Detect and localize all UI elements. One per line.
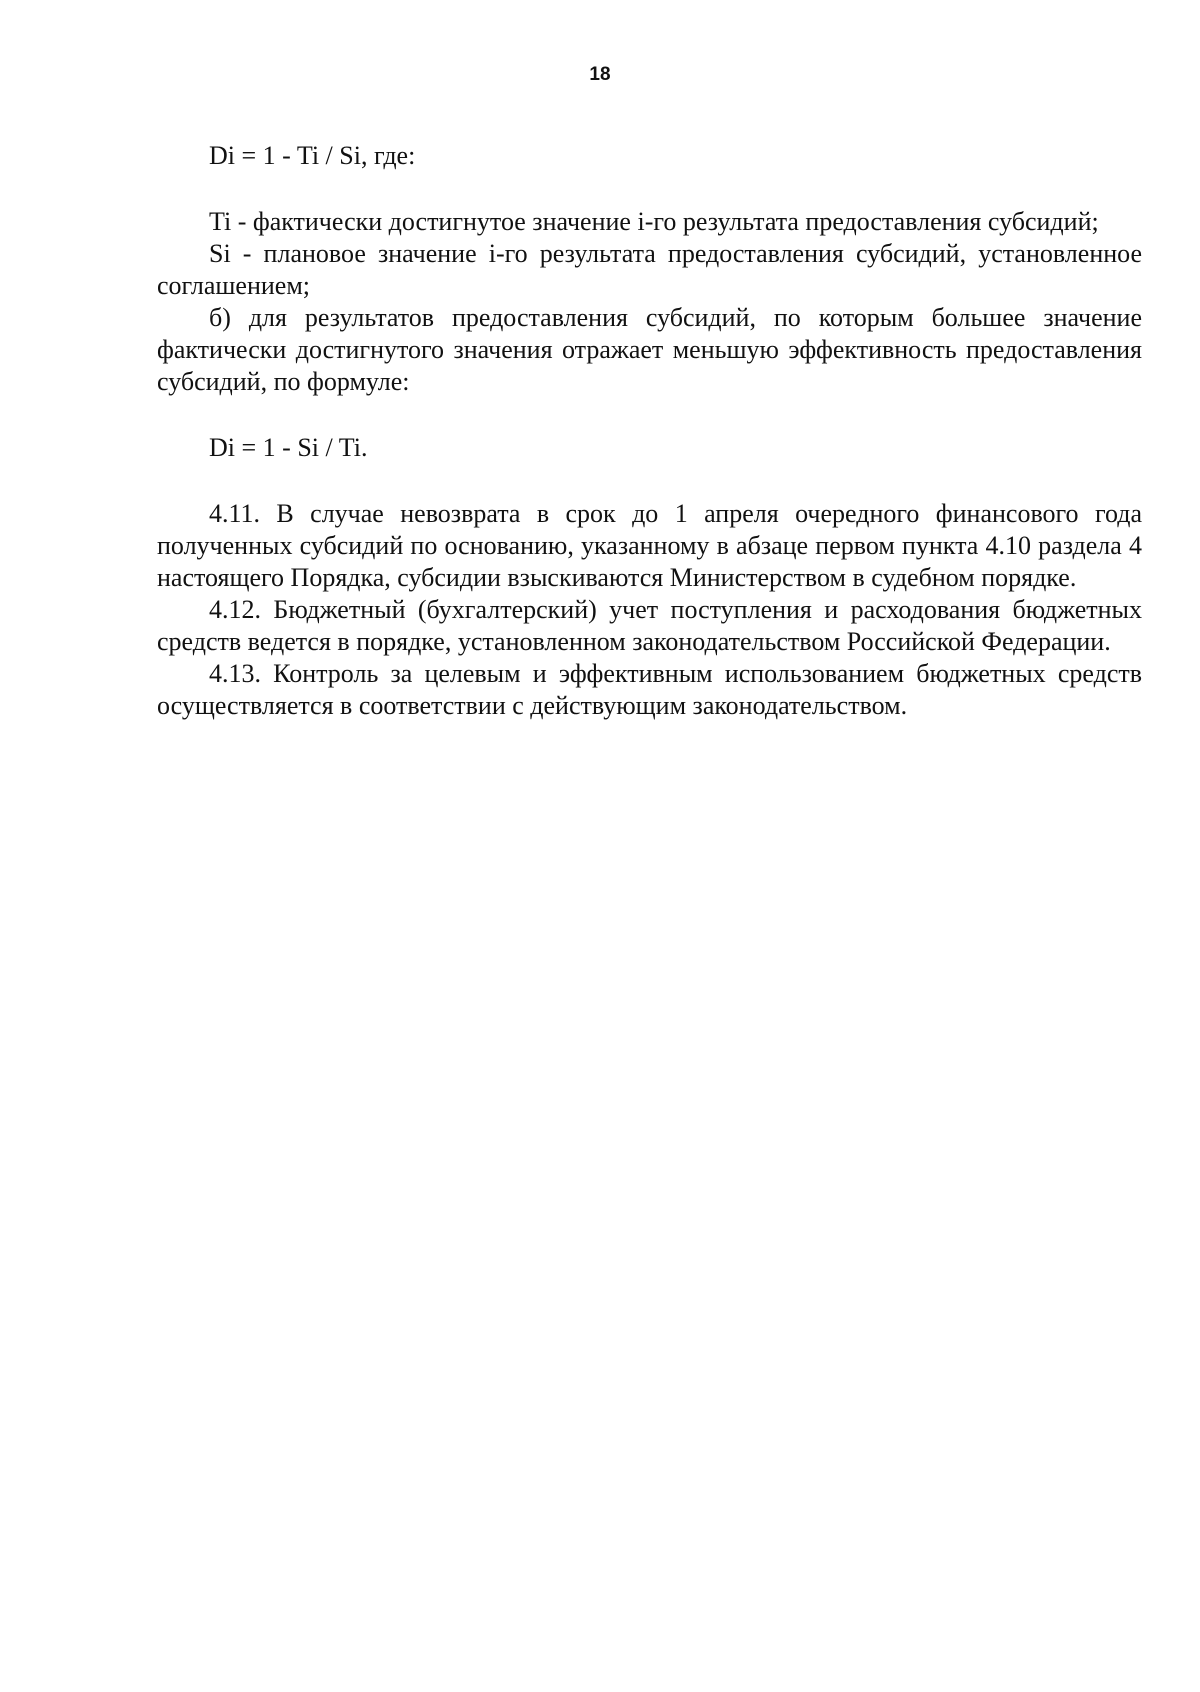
definition-si: Si - плановое значение i-го результата предоставления субсидий, установленное соглашением; [157, 239, 1142, 300]
definition-ti: Ti - фактически достигнутое значение i-го результата предоставления субсидий; [209, 207, 1099, 236]
formula-di-ti-si: Di = 1 - Ti / Si, где: [209, 141, 416, 170]
page-number: 18 [589, 64, 611, 85]
clause-4-12: 4.12. Бюджетный (бухгалтерский) учет поступления и расходования бюджетных средств ведется в порядке, установленном законодательством Российской Федерации. [157, 595, 1142, 656]
clause-4-11: 4.11. В случае невозврата в срок до 1 апреля очередного финансового года полученных субсидий по основанию, указанному в абзаце первом пункта 4.10 раздела 4 настоящего Порядка, субсидии взыскиваются Министерством в судебном порядке. [157, 499, 1142, 592]
clause-4-13: 4.13. Контроль за целевым и эффективным использованием бюджетных средств осуществляется в соответствии с действующим законодательством. [157, 659, 1142, 720]
page-body [157, 140, 1142, 722]
item-b-paragraph: б) для результатов предоставления субсидий, по которым большее значение фактически достигнутого значения отражает меньшую эффективность предоставления субсидий, по формуле: [157, 303, 1142, 396]
formula-di-si-ti: Di = 1 - Si / Ti. [209, 433, 368, 462]
